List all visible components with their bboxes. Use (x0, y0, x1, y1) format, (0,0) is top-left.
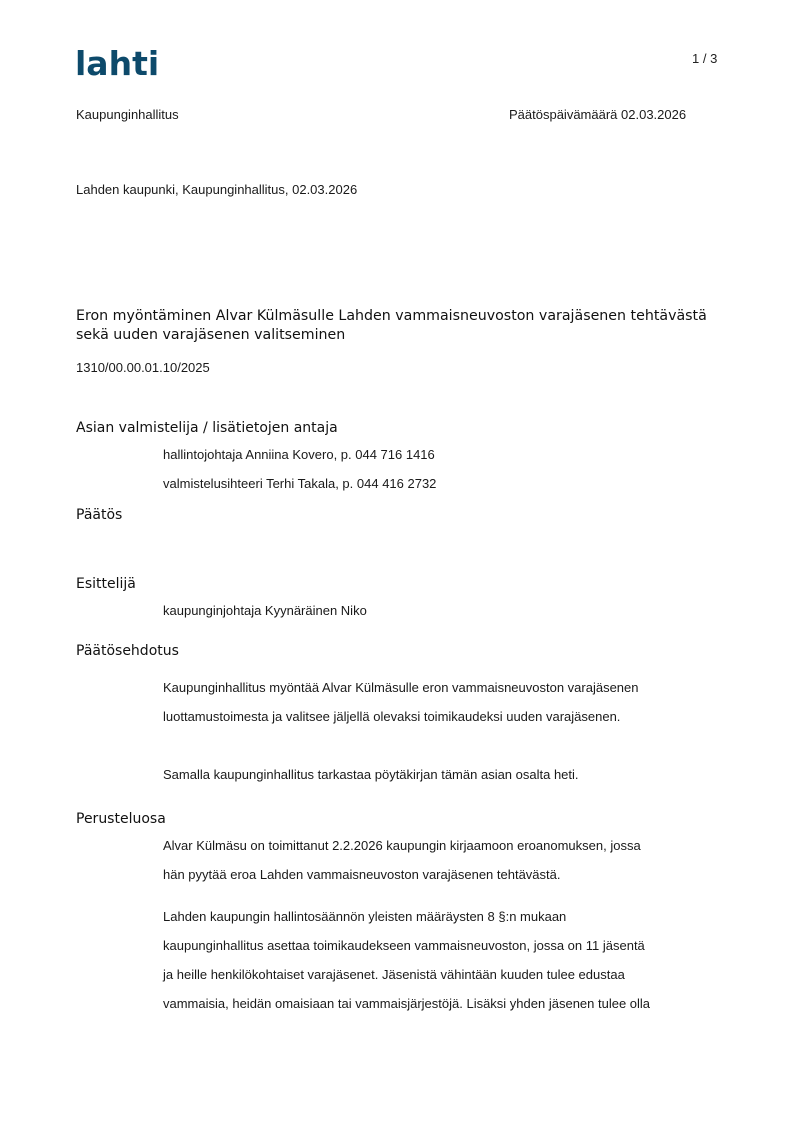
diary-number: 1310/00.00.01.10/2025 (76, 360, 210, 375)
proposal-text: Kaupunginhallitus myöntää Alvar Külmäsulle eron vammaisneuvoston varajäsenen (163, 680, 639, 695)
decision-date: Päätöspäivämäärä 02.03.2026 (509, 107, 687, 122)
rationale-text: Lahden kaupungin hallintosäännön yleisten määräysten 8 §:n mukaan (163, 909, 567, 924)
title-line: Eron myöntäminen Alvar Külmäsulle Lahden vammaisneuvoston varajäsenen tehtävästä (76, 308, 707, 324)
preparer-contact: valmistelusihteeri Terhi Takala, p. 044 416 2732 (163, 476, 437, 491)
section-heading-preparer: Asian valmistelija / lisätietojen antaja (76, 420, 338, 436)
section-heading-rationale: Perusteluosa (76, 811, 166, 827)
presenter-name: kaupunginjohtaja Kyynäräinen Niko (163, 603, 367, 618)
page-number: 1 / 3 (692, 51, 718, 66)
section-heading-proposal: Päätösehdotus (76, 643, 179, 659)
body-name: Kaupunginhallitus (76, 107, 179, 122)
proposal-text: luottamustoimesta ja valitsee jäljellä olevaksi toimikaudeksi uuden varajäsenen. (163, 709, 621, 724)
proposal-text: Samalla kaupunginhallitus tarkastaa pöytäkirjan tämän asian osalta heti. (163, 767, 579, 782)
rationale-text: vammaisia, heidän omaisiaan tai vammaisjärjestöjä. Lisäksi yhden jäsenen tulee olla (163, 996, 651, 1011)
document-title (76, 307, 716, 345)
section-heading-presenter: Esittelijä (76, 576, 136, 592)
rationale-text: ja heille henkilökohtaiset varajäsenet. Jäsenistä vähintään kuuden tulee edustaa (163, 967, 625, 982)
organization-line: Lahden kaupunki, Kaupunginhallitus, 02.03.2026 (76, 182, 358, 197)
lahti-logo: lahti (75, 44, 160, 83)
section-heading-decision: Päätös (76, 507, 123, 523)
title-line: sekä uuden varajäsenen valitseminen (76, 327, 346, 343)
rationale-text: kaupunginhallitus asettaa toimikaudekseen vammaisneuvoston, jossa on 11 jäsentä (163, 938, 645, 953)
rationale-text: Alvar Külmäsu on toimittanut 2.2.2026 kaupungin kirjaamoon eroanomuksen, jossa (163, 838, 641, 853)
rationale-text: hän pyytää eroa Lahden vammaisneuvoston varajäsenen tehtävästä. (163, 867, 561, 882)
preparer-contact: hallintojohtaja Anniina Kovero, p. 044 716 1416 (163, 447, 435, 462)
